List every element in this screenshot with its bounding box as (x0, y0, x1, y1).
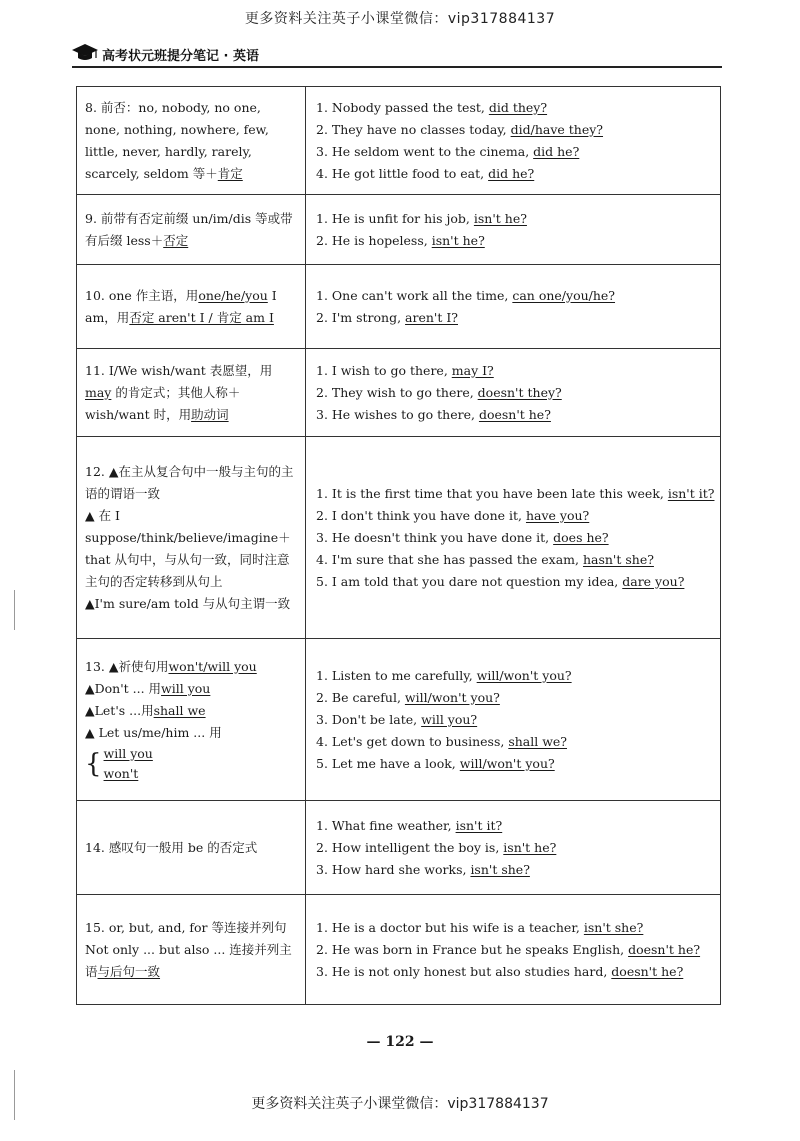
rule-underlined: won't/will you (168, 658, 257, 674)
example-line (316, 505, 714, 527)
example-text: 2. He is hopeless, (316, 232, 432, 248)
rule-underlined: 肯定 (217, 165, 243, 181)
rule-cell (77, 265, 306, 349)
rule-underlined: one/he/you (198, 287, 268, 303)
example-line (316, 119, 714, 141)
brace-icon: { (85, 748, 102, 779)
table-row (77, 639, 721, 801)
example-line (316, 483, 714, 505)
tag-question: can one/you/he? (512, 287, 616, 303)
rule-cell (77, 87, 306, 195)
rule-text: 14. 感叹句一般用 be 的否定式 (85, 839, 258, 855)
bottom-banner: 更多资料关注英子小课堂微信：vip317884137 (251, 1096, 549, 1112)
tag-question: isn't he? (473, 210, 527, 226)
example-text: 1. It is the first time that you have been late this week, (316, 485, 668, 501)
tag-question: doesn't he? (478, 406, 551, 422)
table-row (77, 437, 721, 639)
rule-line (85, 700, 299, 722)
tag-question: doesn't he? (611, 963, 684, 979)
rule-text: Not only ... but also ... 连接并列主语 (85, 941, 292, 979)
example-line (316, 917, 714, 939)
example-text: 1. I wish to go there, (316, 362, 452, 378)
rule-text: ▲Let's ...用 (85, 702, 154, 718)
rule-text: 13. ▲祈使句用 (85, 658, 169, 674)
tag-question: isn't it? (667, 485, 715, 501)
margin-line (14, 590, 15, 630)
example-text: 2. He was born in France but he speaks English, (316, 941, 629, 957)
rule-underlined: 否定 (163, 232, 189, 248)
rule-line (85, 939, 299, 983)
example-text: 3. He seldom went to the cinema, (316, 143, 534, 159)
rule-underlined: will you (161, 680, 211, 696)
tag-question: did he? (488, 165, 535, 181)
option-text: will you (103, 745, 153, 761)
example-text: 2. I don't think you have done it, (316, 507, 526, 523)
example-line (316, 97, 714, 119)
table-row (77, 87, 721, 195)
example-line (316, 382, 714, 404)
example-line (316, 527, 714, 549)
tag-question: did he? (533, 143, 580, 159)
tag-question: have you? (525, 507, 590, 523)
example-line (316, 549, 714, 571)
rule-underlined: 助动词 (191, 406, 229, 422)
tag-question: will/won't you? (459, 755, 555, 771)
rule-text: 的肯定式；其他人称＋wish/want 时，用 (85, 384, 241, 422)
example-line (316, 665, 714, 687)
tag-question: isn't she? (583, 919, 644, 935)
tag-question: shall we? (508, 733, 567, 749)
example-text: 3. He wishes to go there, (316, 406, 479, 422)
example-line (316, 360, 714, 382)
example-line (316, 753, 714, 775)
rule-text: 11. I/We wish/want 表愿望，用 (85, 362, 273, 378)
rule-text: I am，用 (85, 287, 277, 325)
example-line (316, 859, 714, 881)
example-line (316, 709, 714, 731)
example-text: 3. He is not only honest but also studies hard, (316, 963, 612, 979)
examples-cell (306, 639, 721, 801)
examples-cell (306, 87, 721, 195)
rule-text: 10. one 作主语，用 (85, 287, 199, 303)
examples-cell (306, 895, 721, 1005)
example-text: 1. Listen to me carefully, (316, 667, 477, 683)
rule-cell (77, 349, 306, 437)
page-header (72, 36, 722, 66)
example-text: 5. I am told that you dare not question my idea, (316, 573, 623, 589)
example-line (316, 307, 714, 329)
tag-question: doesn't he? (628, 941, 701, 957)
tag-question: will/won't you? (404, 689, 500, 705)
tag-question: dare you? (622, 573, 685, 589)
rule-text: ▲ 在 I suppose/think/believe/imagine＋that 从句中，与从句一致，同时注意主句的否定转移到从句上 (85, 507, 291, 589)
tag-question: isn't he? (431, 232, 485, 248)
example-text: 1. One can't work all the time, (316, 287, 513, 303)
example-line (316, 208, 714, 230)
rule-underlined: may (85, 384, 112, 400)
graduation-cap-icon (72, 42, 98, 62)
rule-underlined: shall we (153, 702, 206, 718)
rule-text: ▲ Let us/me/him ... 用 (85, 724, 222, 740)
margin-line (14, 1070, 15, 1120)
example-text: 4. He got little food to eat, (316, 165, 489, 181)
header-rule (72, 66, 722, 68)
example-line (316, 731, 714, 753)
page-number: — 122 — (366, 1034, 434, 1050)
example-text: 1. Nobody passed the test, (316, 99, 489, 115)
rule-underlined (104, 744, 153, 784)
example-line (316, 687, 714, 709)
example-line (316, 939, 714, 961)
table-row (77, 895, 721, 1005)
examples-cell (306, 195, 721, 265)
examples-cell (306, 349, 721, 437)
header-title: 高考状元班提分笔记 · 英语 (102, 49, 259, 64)
tag-question: will you? (421, 711, 478, 727)
example-line (316, 404, 714, 426)
example-text: 5. Let me have a look, (316, 755, 460, 771)
table-row (77, 265, 721, 349)
example-text: 2. Be careful, (316, 689, 405, 705)
rule-text: ▲Don't ... 用 (85, 680, 162, 696)
examples-cell (306, 437, 721, 639)
rule-text: 8. 前否：no, nobody, no one, none, nothing, nowhere, few, little, never, hardly, rarely, scarcely, seldom 等＋ (85, 99, 269, 181)
rule-line (85, 656, 299, 678)
rule-underlined: 否定 aren't I / 肯定 am I (129, 309, 274, 325)
rule-line (85, 678, 299, 700)
tag-question: doesn't they? (477, 384, 562, 400)
tag-question: does he? (553, 529, 609, 545)
option-text: won't (103, 765, 139, 781)
example-line (316, 961, 714, 983)
rule-cell (77, 801, 306, 895)
rule-cell (77, 195, 306, 265)
example-text: 3. How hard she works, (316, 861, 471, 877)
rule-options (85, 744, 299, 784)
tag-question: did they? (488, 99, 548, 115)
example-line (316, 837, 714, 859)
rule-text: 12. ▲在主从复合句中一般与主句的主语的谓语一致 (85, 463, 294, 501)
top-banner: 更多资料关注英子小课堂微信：vip317884137 (244, 11, 556, 27)
example-line (316, 141, 714, 163)
rule-text: ▲I'm sure/am told 与从句主谓一致 (85, 595, 291, 611)
rule-cell (77, 639, 306, 801)
rule-underlined: 与后句一致 (97, 963, 161, 979)
rule-text: 15. or, but, and, for 等连接并列句 (85, 919, 287, 935)
example-text: 2. They wish to go there, (316, 384, 478, 400)
tag-question: isn't he? (503, 839, 557, 855)
example-text: 4. Let's get down to business, (316, 733, 509, 749)
table-row (77, 801, 721, 895)
example-line (316, 285, 714, 307)
example-text: 2. They have no classes today, (316, 121, 511, 137)
grammar-table (76, 86, 721, 1005)
tag-question: isn't she? (470, 861, 530, 877)
table-row (77, 349, 721, 437)
tag-question: isn't it? (455, 817, 503, 833)
example-line (316, 571, 714, 593)
tag-question: may I? (451, 362, 494, 378)
tag-question: hasn't she? (582, 551, 654, 567)
tag-question: aren't I? (405, 309, 458, 325)
examples-cell (306, 265, 721, 349)
rule-text: 9. 前带有否定前缀 un/im/dis 等或带有后缀 less＋ (85, 210, 293, 248)
examples-cell (306, 801, 721, 895)
example-text: 1. What fine weather, (316, 817, 456, 833)
example-text: 2. I'm strong, (316, 309, 406, 325)
example-line (316, 230, 714, 252)
example-text: 4. I'm sure that she has passed the exam, (316, 551, 583, 567)
example-text: 3. Don't be late, (316, 711, 422, 727)
example-text: 3. He doesn't think you have done it, (316, 529, 554, 545)
tag-question: did/have they? (510, 121, 604, 137)
example-line (316, 815, 714, 837)
rule-cell (77, 895, 306, 1005)
tag-question: will/won't you? (476, 667, 572, 683)
table-row (77, 195, 721, 265)
example-text: 1. He is unfit for his job, (316, 210, 474, 226)
example-text: 2. How intelligent the boy is, (316, 839, 504, 855)
example-line (316, 163, 714, 185)
example-text: 1. He is a doctor but his wife is a teacher, (316, 919, 584, 935)
rule-cell (77, 437, 306, 639)
